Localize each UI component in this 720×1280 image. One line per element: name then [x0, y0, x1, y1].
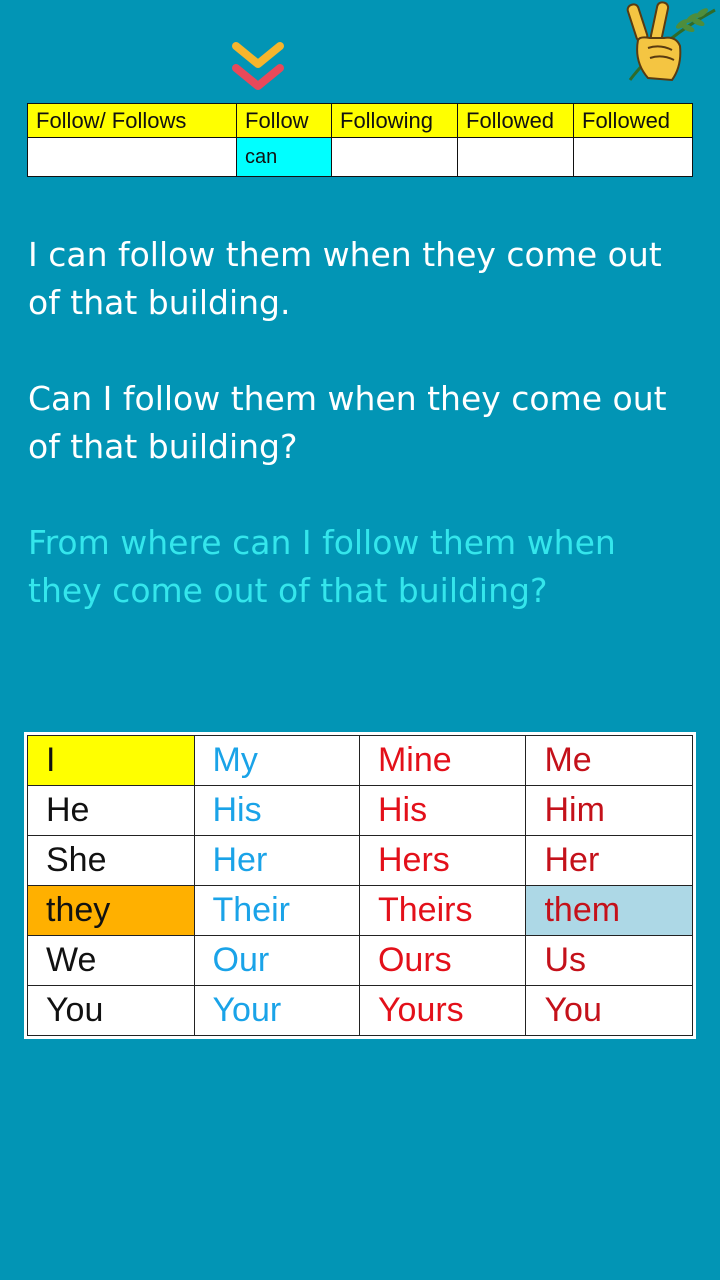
object-pronoun: Me [526, 736, 693, 786]
verb-header-cell: Followed [574, 104, 693, 138]
pronoun-row [28, 886, 693, 936]
object-pronoun: Us [526, 936, 693, 986]
pronoun-row [28, 936, 693, 986]
subject-pronoun: they [28, 886, 195, 936]
possessive-pronoun: Theirs [359, 886, 526, 936]
subject-pronoun: He [28, 786, 195, 836]
question-sentence: Can I follow them when they come out of that building? [28, 379, 667, 466]
pronoun-table [27, 735, 693, 1036]
pronoun-row [28, 786, 693, 836]
affirmative-sentence: I can follow them when they come out of that building. [28, 235, 662, 322]
object-pronoun: them [526, 886, 693, 936]
object-pronoun: Him [526, 786, 693, 836]
possessive-adjective: Their [194, 886, 359, 936]
verb-cell [574, 138, 693, 177]
possessive-pronoun: Yours [359, 986, 526, 1036]
subject-pronoun: She [28, 836, 195, 886]
possessive-adjective: My [194, 736, 359, 786]
verb-header-cell: Followed [458, 104, 574, 138]
subject-pronoun: We [28, 936, 195, 986]
pronoun-row [28, 736, 693, 786]
pronoun-row [28, 986, 693, 1036]
modal-can-cell: can [237, 138, 332, 177]
possessive-pronoun: Ours [359, 936, 526, 986]
verb-cell [458, 138, 574, 177]
possessive-pronoun: Mine [359, 736, 526, 786]
object-pronoun: You [526, 986, 693, 1036]
possessive-adjective: Her [194, 836, 359, 886]
verb-modal-row [28, 138, 693, 177]
subject-pronoun: You [28, 986, 195, 1036]
verb-header-row [28, 104, 693, 138]
object-pronoun: Her [526, 836, 693, 886]
possessive-adjective: Your [194, 986, 359, 1036]
verb-header-cell: Follow/ Follows [28, 104, 237, 138]
double-chevron-down-icon [230, 40, 286, 98]
possessive-pronoun: Hers [359, 836, 526, 886]
verb-header-cell: Following [332, 104, 458, 138]
wh-question-sentence: From where can I follow them when they come out of that building? [28, 523, 616, 610]
possessive-adjective: His [194, 786, 359, 836]
possessive-adjective: Our [194, 936, 359, 986]
verb-cell [332, 138, 458, 177]
pronoun-row [28, 836, 693, 886]
peace-sign-hand-icon [620, 0, 720, 90]
verb-forms-table [27, 103, 693, 177]
verb-header-cell: Follow [237, 104, 332, 138]
verb-cell [28, 138, 237, 177]
subject-pronoun: I [28, 736, 195, 786]
possessive-pronoun: His [359, 786, 526, 836]
